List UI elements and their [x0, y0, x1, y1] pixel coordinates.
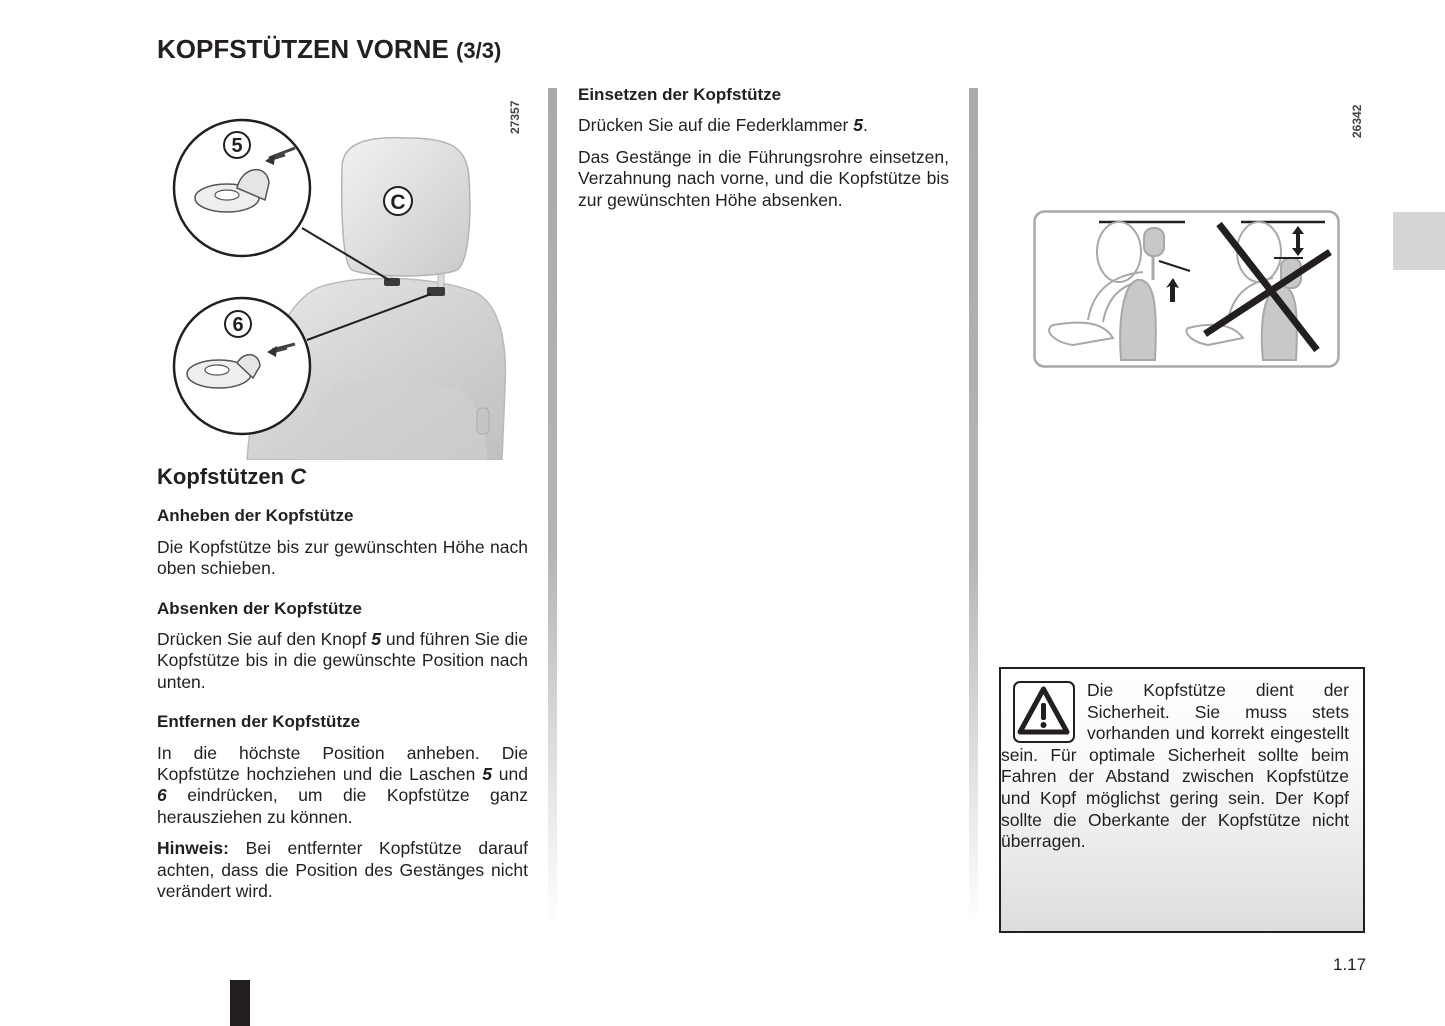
section-raise [157, 505, 528, 579]
chapter-tab-marker [1393, 212, 1445, 270]
callout-5-label: 5 [231, 135, 243, 157]
callout-c-label: C [390, 191, 406, 214]
section-heading-ref: C [290, 464, 307, 489]
figure-id-right: 26342 [1350, 104, 1364, 138]
left-column [157, 466, 528, 913]
page-title-part: (3/3) [456, 38, 502, 63]
callout-6-label: 6 [232, 314, 244, 336]
headrest-correct [1144, 228, 1164, 256]
column-divider-left [548, 88, 557, 928]
headrest-illustration [157, 88, 527, 460]
warning-text: Die Kopfstütze dient der Sicherheit. Sie muss stets vorhanden und korrekt eingestellt sein. Für optimale Sicherheit sollte beim Fahren der Abstand zwischen Kopfstütze und Kopf möglichst gering sein. Der Kopf sollte die Oberkante der Kopfstütze nicht überragen. [1001, 680, 1349, 852]
section-insert-title: Einsetzen der Kopfstütze [578, 85, 782, 104]
section-insert-step1: Drücken Sie auf die Federklammer 5. [578, 115, 868, 136]
page-edge-marker [230, 980, 250, 1026]
middle-column [578, 84, 949, 221]
head-position-figure [1033, 210, 1340, 368]
headrest-figure [157, 88, 527, 460]
section-raise-text: Die Kopfstütze bis zur gewünschten Höhe nach oben schieben. [157, 536, 528, 579]
section-remove [157, 711, 528, 902]
section-lower [157, 598, 528, 694]
section-remove-text: In die höchste Position anheben. Die Kopfstütze hochziehen und die Laschen 5 und 6 eindrücken, um die Kopfstütze ganz herausziehen zu können. [157, 742, 529, 827]
page-title-main: KOPFSTÜTZEN VORNE [157, 34, 449, 64]
section-lower-text: Drücken Sie auf den Knopf 5 und führen Sie die Kopfstütze bis in die gewünschte Position nach unten. [157, 629, 528, 692]
page-title [157, 34, 501, 65]
section-raise-title: Anheben der Kopfstütze [157, 506, 354, 526]
section-heading-text: Kopfstützen [157, 464, 285, 489]
note-text: Hinweis: Bei entfernter Kopfstütze darauf achten, dass die Position des Gestänges nicht verändert wird. [157, 838, 528, 902]
warning-triangle-icon [1013, 681, 1075, 743]
page-number: 1.17 [1333, 955, 1367, 974]
section-heading [157, 466, 528, 487]
section-lower-title: Absenken der Kopfstütze [157, 598, 362, 618]
section-insert-step2: Das Gestänge in die Führungsrohre einsetzen, Verzahnung nach vorne, und die Kopfstütze bis zur gewünschten Höhe absenken. [578, 146, 949, 210]
figure-id-left: 27357 [508, 100, 522, 134]
seat-lever [477, 408, 489, 434]
section-remove-title: Entfernen der Kopfstütze [157, 712, 361, 732]
head-position-illustration [1033, 210, 1340, 368]
warning-box [999, 667, 1365, 933]
column-divider-right [969, 88, 978, 928]
note-label: Hinweis: [157, 838, 229, 859]
